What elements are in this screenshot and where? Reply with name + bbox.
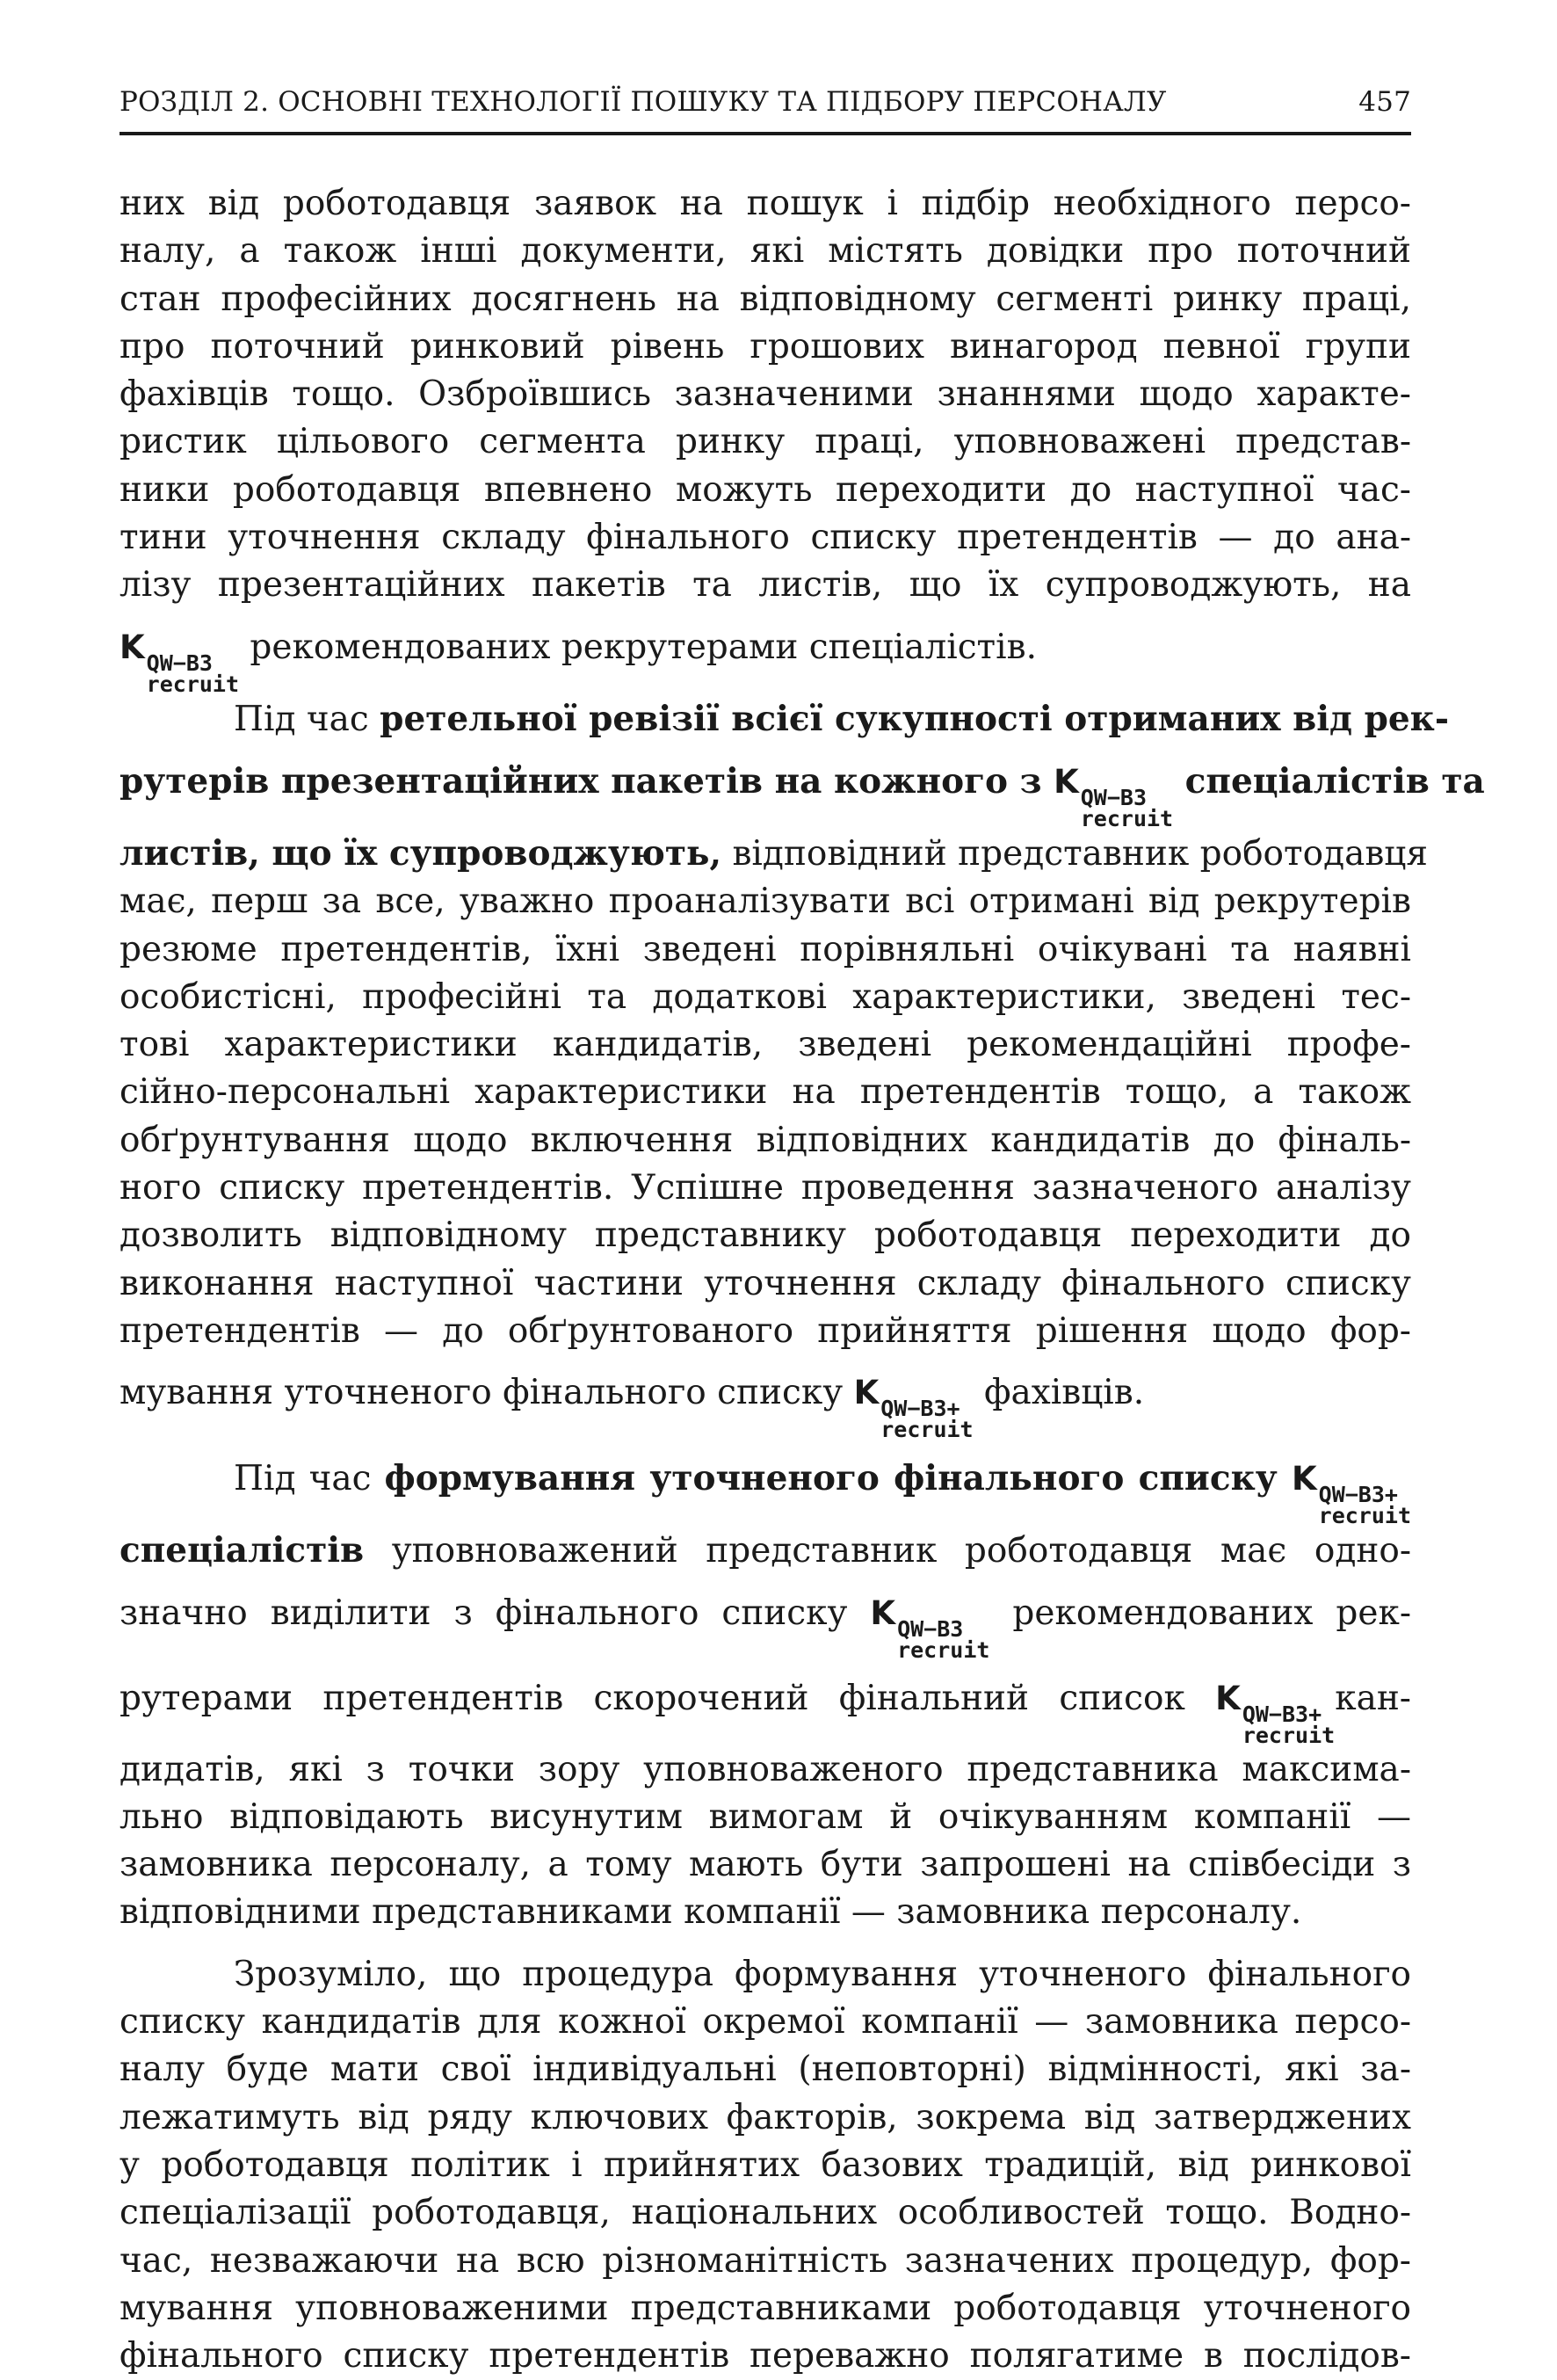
text-line: фахівців тощо. Озброївшись зазначеними знаннями щодо характе- bbox=[119, 374, 1411, 415]
running-header bbox=[119, 86, 1411, 118]
text-line: відповідними представниками компанії — замовника персоналу. bbox=[119, 1892, 1302, 1933]
formula-k-recruit: K QW−B3 recruit bbox=[870, 1593, 990, 1663]
header-rule bbox=[119, 132, 1411, 135]
text-line: має, перш за все, уважно проаналізувати всі отримані від рекрутерів bbox=[119, 882, 1411, 922]
text-line: Зрозуміло, що процедура формування уточненого фінального bbox=[234, 1954, 1411, 1994]
text-line: них від роботодавця заявок на пошук і підбір необхідного персо- bbox=[119, 184, 1411, 223]
text-line: дидатів, які з точки зору уповноваженого представника максима- bbox=[119, 1749, 1411, 1789]
formula-k-recruit-plus: K QW−B3+ recruit bbox=[1215, 1679, 1336, 1748]
section-title: РОЗДІЛ 2. ОСНОВНІ ТЕХНОЛОГІЇ ПОШУКУ ТА ПІДБОРУ ПЕРСОНАЛУ bbox=[119, 86, 1167, 118]
text-line: рутерами претендентів скорочений фінальний список K QW−B3+ recruit кан- bbox=[119, 1661, 1411, 1746]
text-line: тові характеристики кандидатів, зведені рекомендаційні профе- bbox=[119, 1025, 1411, 1065]
text-line: льно відповідають висунутим вимогам й очікуванням компанії — bbox=[119, 1796, 1411, 1837]
text-line: час, незважаючи на всю різноманітність зазначених процедур, фор- bbox=[119, 2240, 1411, 2281]
text-line: лізу презентаційних пакетів та листів, що їх супроводжують, на bbox=[119, 565, 1411, 606]
text-line: рутерів презентаційних пакетів на кожного з K QW−B3 recruit спеціалістів та bbox=[119, 744, 1411, 830]
text-line: виконання наступної частини уточнення складу фінального списку bbox=[119, 1263, 1411, 1303]
text-line: списку кандидатів для кожної окремої компанії — замовника персо- bbox=[119, 2002, 1411, 2043]
text-line: лежатимуть від ряду ключових факторів, зокрема від затверджених bbox=[119, 2097, 1411, 2137]
text-line: стан професійних досягнень на відповідному сегменті ринку праці, bbox=[119, 279, 1411, 319]
formula-k-recruit-plus: K QW−B3+ recruit bbox=[1291, 1460, 1412, 1529]
page-number: 457 bbox=[1358, 86, 1411, 118]
text-line: налу буде мати свої індивідуальні (неповторні) відмінності, які за- bbox=[119, 2050, 1411, 2090]
text-line: фінального списку претендентів переважно полягатиме в послідов- bbox=[119, 2336, 1411, 2376]
paragraph-2 bbox=[119, 695, 1485, 1443]
text-line: особистісні, професійні та додаткові характеристики, зведені тес- bbox=[119, 976, 1411, 1017]
text-line: ного списку претендентів. Успішне проведення зазначеного аналізу bbox=[119, 1168, 1411, 1208]
formula-k-recruit: K QW−B3 recruit bbox=[119, 628, 240, 697]
paragraph-1 bbox=[119, 180, 1411, 695]
formula-k-recruit-plus: K QW−B3+ recruit bbox=[853, 1374, 974, 1443]
text-line: дозволить відповідному представнику роботодавця переходити до bbox=[119, 1215, 1411, 1256]
text-line: мування уповноваженими представниками роботодавця уточненого bbox=[119, 2288, 1411, 2328]
paragraph-4 bbox=[119, 1937, 1411, 2380]
text-line: K QW−B3 recruit рекомендованих рекрутерами спеціалістів. bbox=[119, 610, 1411, 695]
text-line: тини уточнення складу фінального списку претендентів — до ана- bbox=[119, 518, 1411, 558]
text-line: претендентів — до обґрунтованого прийняття рішення щодо фор- bbox=[119, 1310, 1411, 1351]
text-line: значно виділити з фінального списку K QW−B3 recruit рекомендованих рек- bbox=[119, 1576, 1411, 1661]
text-line: ристик цільового сегмента ринку праці, уповноважені представ- bbox=[119, 422, 1411, 462]
body-text bbox=[119, 180, 1485, 2380]
text-line: обґрунтування щодо включення відповідних кандидатів до фіналь- bbox=[119, 1120, 1411, 1160]
text-line: спеціалістів уповноважений представник роботодавця має одно- bbox=[119, 1530, 1411, 1571]
paragraph-3 bbox=[119, 1440, 1411, 1936]
text-line: налу, а також інші документи, які містять довідки про поточний bbox=[119, 231, 1411, 272]
text-line: Під час ретельної ревізії всієї сукупності отриманих від рек- bbox=[234, 698, 1450, 739]
text-line: листів, що їх супроводжують, відповідний представник роботодавця bbox=[119, 832, 1428, 874]
text-line: замовника персоналу, а тому мають бути запрошені на співбесіди з bbox=[119, 1845, 1411, 1885]
text-line: резюме претендентів, їхні зведені порівняльні очікувані та наявні bbox=[119, 929, 1411, 969]
formula-k-recruit: K QW−B3 recruit bbox=[1054, 762, 1174, 831]
text-line: про поточний ринковий рівень грошових винагород певної групи bbox=[119, 326, 1411, 366]
text-line: у роботодавця політик і прийнятих базових традицій, від ринкової bbox=[119, 2144, 1411, 2185]
text-line: Під час формування уточненого фінального списку K QW−B3+ recruit bbox=[119, 1440, 1411, 1527]
text-line: сійно-персональні характеристики на претендентів тощо, а також bbox=[119, 1072, 1411, 1113]
text-line: спеціалізації роботодавця, національних особливостей тощо. Водно- bbox=[119, 2193, 1411, 2233]
text-line: ники роботодавця впевнено можуть переходити до наступної час- bbox=[119, 469, 1411, 510]
text-line: мування уточненого фінального списку K QW−B3+ recruit фахівців. bbox=[119, 1355, 1411, 1440]
